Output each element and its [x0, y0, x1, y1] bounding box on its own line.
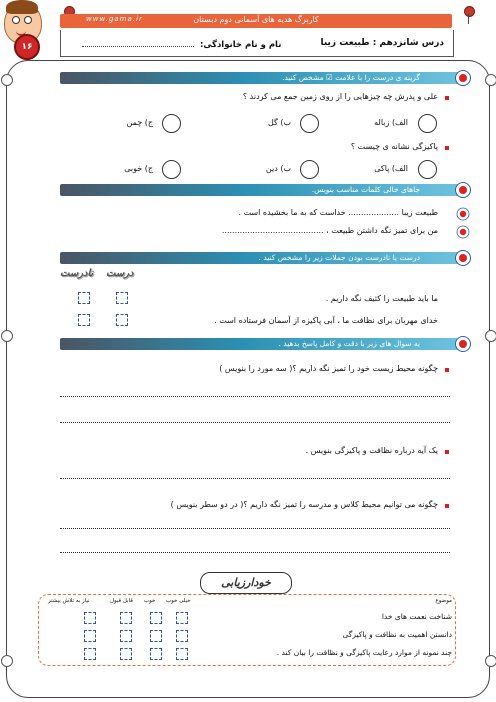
- rating-checkbox[interactable]: [120, 630, 132, 642]
- topic-header: موضوع: [435, 598, 452, 604]
- false-checkbox[interactable]: [78, 292, 90, 304]
- lesson-number-badge: ۱۶: [14, 34, 40, 60]
- col-acceptable: قابل قبول: [110, 598, 133, 604]
- self-row-label: چند نمونه از موارد رعایت پاکیزگی و نظافت را بیان کند .: [276, 648, 452, 657]
- answer-line[interactable]: [60, 478, 450, 479]
- bullet-icon: [445, 450, 449, 454]
- binder-ring: [485, 330, 496, 342]
- binder-ring: [1, 655, 13, 667]
- binder-ring: [485, 655, 496, 667]
- option-circle[interactable]: [300, 160, 319, 179]
- section3-instruction: درست یا نادرست بودن جملات زیر را مشخص کنید .: [258, 253, 420, 262]
- true-checkbox[interactable]: [116, 314, 128, 326]
- answer-line[interactable]: [60, 396, 450, 397]
- fill-blank-text: طبیعت زیبا .................... خداست که به ما بخشیده است .: [238, 208, 438, 217]
- binder-ring: [485, 74, 496, 86]
- rating-checkbox[interactable]: [150, 630, 162, 642]
- lesson-title: درس شانزدهم : طبیعت زیبا: [320, 38, 444, 48]
- option-label: الف) زباله: [374, 118, 408, 127]
- rating-checkbox[interactable]: [120, 648, 132, 660]
- bullet-icon: [445, 504, 449, 508]
- option-label: ج) چمن: [126, 118, 153, 127]
- section-icon: [455, 250, 471, 266]
- rating-checkbox[interactable]: [84, 648, 96, 660]
- section1-header: [60, 72, 460, 84]
- rating-checkbox[interactable]: [176, 630, 188, 642]
- section2-header: [60, 184, 460, 196]
- option-circle[interactable]: [162, 160, 181, 179]
- true-column-header: درست: [106, 268, 134, 279]
- section4-instruction: به سوال های زیر با دقت و کامل پاسخ بدهید .: [278, 339, 420, 348]
- answer-line[interactable]: [60, 422, 450, 423]
- question-text: چگونه محیط زیست خود را تمیز نگه داریم ؟( سه مورد را بنویس ): [219, 364, 438, 373]
- false-column-header: نادرست: [60, 268, 94, 279]
- self-row-label: دانستن اهمیت به نظافت و پاکیزگی: [342, 630, 452, 639]
- banner-text: کاربرگ هدیه های آسمانی دوم دبستان: [193, 15, 319, 24]
- rating-checkbox[interactable]: [84, 630, 96, 642]
- option-circle[interactable]: [418, 114, 437, 133]
- section1-instruction: گزینه ی درست را با علامت ☑ مشخص کنید.: [282, 73, 420, 82]
- col-very-good: خیلی خوب: [166, 598, 191, 604]
- site-watermark: www.gama.ir: [86, 15, 143, 23]
- option-label: الف) پاکی: [374, 164, 408, 173]
- option-label: ب) گل: [267, 118, 291, 127]
- rating-checkbox[interactable]: [176, 648, 188, 660]
- false-checkbox[interactable]: [78, 314, 90, 326]
- statement-text: خدای مهربان برای نظافت ما ، آبی پاکیزه از آسمان فرستاده است .: [214, 316, 438, 325]
- question-text: پاکیزگی نشانه ی چیست ؟: [350, 142, 438, 151]
- section3-header: [60, 252, 460, 264]
- self-row-label: شناخت نعمت های خدا: [381, 612, 452, 621]
- cartoon-eye-left: [12, 16, 20, 24]
- cartoon-eye-right: [24, 16, 32, 24]
- option-label: ج) خوبی: [124, 164, 153, 173]
- statement-text: ما باید طبیعت را کثیف نگه داریم .: [325, 294, 438, 303]
- rating-checkbox[interactable]: [150, 648, 162, 660]
- self-assessment-title: خودارزیابی: [200, 572, 292, 594]
- fill-blank-text: من برای تمیز نگه داشتن طبیعت ، ........................................: [221, 226, 438, 235]
- rating-checkbox[interactable]: [176, 612, 188, 624]
- question-text: چگونه می توانیم محیط کلاس و مدرسه را تمیز نگه داریم ؟( در دو سطر بنویس ): [170, 500, 438, 509]
- binder-ring: [1, 330, 13, 342]
- true-checkbox[interactable]: [116, 292, 128, 304]
- option-circle[interactable]: [418, 160, 437, 179]
- bullet-icon: [445, 96, 449, 100]
- question-text: یک آیه درباره نظافت و پاکیزگی بنویس .: [305, 446, 438, 455]
- bullet-icon: [445, 146, 449, 150]
- section2-instruction: جاهای خالی کلمات مناسب بنویس.: [311, 185, 420, 194]
- section-icon: [455, 182, 471, 198]
- section4-header: [60, 338, 460, 350]
- answer-line[interactable]: [60, 528, 450, 529]
- col-good: خوب: [144, 598, 156, 604]
- question-text: علی و پدرش چه چیزهایی را از روی زمین جمع می کردند ؟: [242, 92, 438, 101]
- rating-checkbox[interactable]: [84, 612, 96, 624]
- option-label: ب) دین: [265, 164, 291, 173]
- section-icon: [455, 336, 471, 352]
- option-circle[interactable]: [162, 114, 181, 133]
- rating-checkbox[interactable]: [120, 612, 132, 624]
- star-icon: [457, 226, 470, 239]
- section-icon: [455, 70, 471, 86]
- pin-icon: [464, 6, 473, 24]
- col-needs-effort: نیاز به تلاش بیشتر: [48, 598, 90, 604]
- star-icon: [457, 208, 470, 221]
- name-field[interactable]: [82, 46, 194, 47]
- option-circle[interactable]: [300, 114, 319, 133]
- cartoon-kid-hair: [6, 0, 38, 14]
- name-label: نام و نام خانوادگی:: [200, 40, 282, 50]
- binder-ring: [1, 74, 13, 86]
- rating-checkbox[interactable]: [150, 612, 162, 624]
- answer-line[interactable]: [60, 552, 450, 553]
- bullet-icon: [445, 368, 449, 372]
